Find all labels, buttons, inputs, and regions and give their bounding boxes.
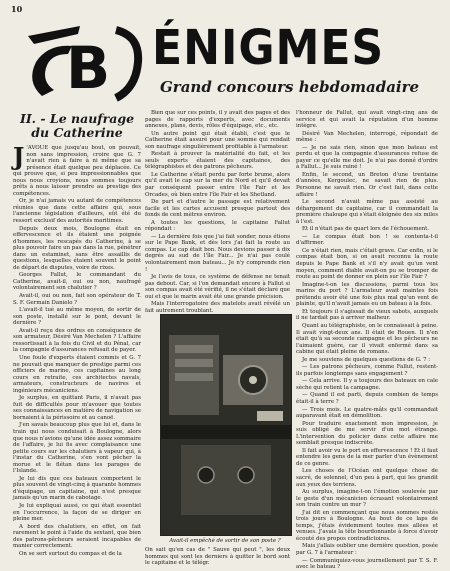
- paragraph: — Le compas était bon ! se contenta-t-il d'affirmer.: [296, 233, 438, 247]
- paragraph: J'en savais beaucoup plus que lui et, dans le train qui nous conduisait à Boulogne, alors que nous n'avions qu'une idée assez sommaire de l'affaire, je lui fis avec complaisance une petite cours sur les chalutiers à vapeur qui, à l'instar du Catherine, s'en vont pêcher la morue et le flétan dans les parages de l'Islande.: [13, 422, 141, 475]
- masthead-subtitle: Grand concours hebdomadaire: [160, 78, 420, 96]
- drop-cap: J: [13, 142, 25, 171]
- paragraph: Je l'avis de tous, ce système de défense ne tenait pas debout. Car, si l'on demandait encore à Fallut si son compas avait été vérifié, il ne s'était déclaré que oui et que le marin avait été une grande précision.: [145, 274, 290, 300]
- paragraph: L'avait-il tué au même moyen, de sortir de son poste, installé sur le pont, devant le dernière ?: [13, 307, 141, 327]
- paragraph: Pour traduire exactement mon impression, je suis obligé de me servir d'un mot étrange. L'intervention du policier dans cette affaire me semblait presque indiscrète.: [296, 420, 438, 447]
- paragraph: Bien que sur ces points, il y avait des pages et des pages de rapports d'experts, avec documents annexes, plans, devis, rôles d'équipage, etc., etc.: [145, 110, 290, 130]
- paragraph: — Communiquiez-vous journellement par T. S. F. avec le bateau ?: [296, 557, 438, 571]
- paragraph: Un autre point qui était établi, c'est que le Catherine était assuré pour une somme qui rendait son naufrage singulièrement profitable à l'armateur.: [145, 130, 290, 150]
- paragraph: De part et d'autre le passage est relativement facile et les cartes accusent presque partout des fonds de cent mètres environ.: [145, 199, 290, 219]
- article-column-3: [296, 110, 438, 571]
- paragraph: — La dernière fois que j'ai fait sonder, nous étions sur le Pape Bank, et dès lors j'ai fait la route au compas. Le cap était bon. Nous devions passer à dix degrés au sud de l'île Fair... Je n'ai pas coulé volontairement mon bateau... Je n'y comprends rien !: [145, 233, 290, 273]
- paragraph: On se sert surtout du compas et de la: [19, 550, 122, 557]
- paragraph: Il fait avoir vu le port en effervescence ! Et il faut entendre les gens de la mer parler d'un évènement de ce genre.: [296, 447, 438, 467]
- paragraph: A bord des chalutiers, en effet, on fait rarement le point à l'aide du sextant, que bien des patrons-pêcheurs seraient incapables de manier correctement.: [13, 523, 141, 550]
- paragraph: Restait à prouver la matérialité du fait, et les seuls experts étaient des capitaines, des télégraphistes et des patrons pêcheurs.: [145, 151, 290, 171]
- paragraph: Enfin, le second, un Breton d'une trentaine d'années, Kergoulec, ne savait rien de plus. Personne ne savait rien. Or c'est fait, dans cette affaire !: [296, 171, 438, 198]
- paragraph: Or, je n'ai jamais vu autant de compétences réunies que dans cette affaire qui, sous l'ancienne législation d'ailleurs, eût été du ressort exclusif des autorités maritimes.: [13, 198, 141, 225]
- paragraph: Les choses de l'Océan ont quelque chose de sacré, de solennel, d'un peu à part, qui les grandit aux yeux des terriens.: [296, 468, 438, 488]
- paragraph: — Je ne sais rien, sinon que mon bateau est perdu et que la compagnie d'assurances refuse de payer ce qu'elle me doit. Je n'ai pas donné d'ordre à Fallut... Je suis ruiné !: [296, 144, 438, 171]
- paragraph: Imagine-t-on les discussions, parmi tous les marins du port ? L'armateur avait maintes fois prétendu avoir été une fois plus mal qu'un vent de plainte, qu'il n'avait jamais eu un bateau à la fois.: [296, 281, 438, 308]
- paragraph: Mais l'interrogatoire des matelots avait révélé un fait autrement troublant.: [145, 301, 290, 314]
- article-column-2-bottom: On sait qu'en cas de " Sauve qui peut ", les deux hommes qui sont les derniers à quitter le bord sont le capitaine et le télégr.: [145, 547, 290, 567]
- paragraph: J 'AVOUE que jusqu'au bout, on pouvait, non sans impression, croire que G. 7 n'avait rien à faire à ni même que sa présence était quelque peu déplacée. Ce qui prouve que, si peu impressionnables que nous nous croyions, nous sommes toujours prêts à nous laisser prendre au prestige des compétences.: [13, 142, 141, 197]
- paragraph: Et il n'était pas de quart lors de l'échouement.: [302, 226, 430, 233]
- article-heading-line-1: II. - Le naufrage: [19, 111, 135, 126]
- paragraph: J'ai dit en commençant que nous sommes restés trois jours à Boulogne. Au bout de ce laps de temps, j'étais évidemment toutes mes allées et venues. J'avais la tête bourdonnante à force d'avoir écouté des propos contradictoires.: [296, 509, 438, 542]
- paragraph: Je surplus, en quittant Paris, il n'avait pas fuit de difficultés pour m'avouer que toutes ses connaissances en matière de navigation se bornaient à la périssoire et au canoë.: [13, 395, 141, 421]
- page-number: 10: [11, 4, 23, 14]
- paragraph: Et toujours il s'agissait de vieux sabots, auxquels il ne tardait pas à arriver malheur.: [296, 308, 438, 322]
- radio-room-illustration: [161, 315, 291, 535]
- paragraph: Avait-il reçu des ordres en conséquence de son armateur, Désiré Van Mechelen ? L'affaire ressortissait à la fois du Civil et du Pénal, car la compagnie d'assurances refusait de payer.: [13, 327, 141, 354]
- paragraph: — Quand il est parti, depuis combien de temps était-il à terre ?: [296, 392, 438, 405]
- paragraph: — Cela arrive. Il y a toujours des bateaux en cale sèche qui retient la campagne.: [296, 378, 438, 391]
- paragraph: l'honneur de Fallut, qui avait vingt-cinq ans de service et qui avait la réputation d'un homme intègre.: [296, 110, 438, 130]
- paragraph: Je lui expliquai aussi, ce qui était essentiel en l'occurrence, la façon de se diriger en pleine mer.: [13, 502, 141, 523]
- article-column-2: [145, 110, 290, 314]
- paragraph: — Trois mois. Le quatre-mâts qu'il commandait auparavant était en démolition.: [296, 406, 438, 420]
- paragraph: Ce n'était rien, mais c'était grave. Car enfin, si le compas était bon, si on avait reconnu la route depuis le Pape Bank et s'il n'y avait qu'un vent moyen, comment diable avait-on pu se tromper de route au point de donner en plein sur l'île Fair ?: [296, 247, 438, 281]
- article-column-1: [13, 110, 141, 566]
- paragraph: Mais j'allais oublier une dernière question, posée par G. 7 à l'armateur :: [296, 543, 438, 556]
- paragraph: Quant au télégraphiste, on le connaissait à peine. Il avait vingt-deux ans. Il était de Rouen. Il n'en était qu'à sa seconde campagne et les pêcheurs ne l'aimaient guère, car il vivait enfermé dans sa cabine qui était pleine de romans.: [296, 322, 438, 356]
- paragraph: Le Catherine s'était perdu par forte brume, alors qu'il avait le cap sur la mer du Nord et qu'il devait par conséquent passer entre l'île Fair et les Orcades, où bien entre l'île Fair et les Shetland.: [145, 171, 290, 198]
- article-heading: [13, 112, 141, 140]
- paragraph: Au surplus, imagine-t-on l'émotion soulevée par le geste d'un mécanicien écrasant volontairement son train contre un mur ?: [296, 489, 438, 509]
- magazine-logo: [20, 16, 150, 104]
- paragraph: Avait-il, oui ou non, fait son opérateur de T. S. F. Germain Danielo ?: [13, 293, 141, 306]
- paragraph: Depuis deux mois, Boulogne était en effervescence et ils étaient une poignée d'hommes, les rescapés du Catherine, à se plus pouvoir faire un pas dans la rue, pénétrer dans un estaminet, sans être assaillis de questions, lesquelles étaient souvent le point de départ de disputes, voire de rixes.: [13, 225, 141, 271]
- paragraph: Je me souviens de quelques questions de G. 7 :: [302, 356, 431, 363]
- paragraph: A toutes les questions, le capitaine Fallut répondait :: [145, 219, 290, 233]
- paragraph: Le second n'avait même pas assisté au déhargement du capitaine, car il commandait la première chaloupe qui s'était éloignée des six miles à l'est.: [296, 199, 438, 225]
- paragraph: Une foule d'experts étaient commis et G. 7 ne pouvait que manquer de prestige parmi ces officiers de marine, ces capitaines au long cours en retraite, ces architectes navals, armateurs, constructeurs de navires et ingénieurs mécaniciens.: [13, 354, 141, 394]
- paragraph: — Les patrons pêcheurs, comme Fallut, restent-ils parfois longtemps sans engagement ?: [296, 364, 438, 377]
- paragraph: Georges Fallut, le commandant du Catherine, avait-il, oui ou non, naufragé volontairement son chalutier ?: [13, 272, 141, 292]
- paragraph: Je lui dis que ces bateaux comportent le plus souvent de vingt-cinq à quarante hommes d'équipage, un capitaine, qui n'est presque jamais qu'un marin de cabotage.: [13, 475, 141, 502]
- paragraph: Désiré Van Mechelen, interrogé, répondait de même :: [296, 130, 438, 144]
- article-photo: [160, 314, 292, 536]
- masthead: [20, 16, 432, 104]
- masthead-title: ÉNIGMES: [152, 20, 385, 76]
- article-heading-line-2: du Catherine: [31, 125, 123, 140]
- photo-caption: Avait-il empêché de sortir de son poste ?: [169, 538, 281, 544]
- logo-letter: B: [66, 34, 111, 102]
